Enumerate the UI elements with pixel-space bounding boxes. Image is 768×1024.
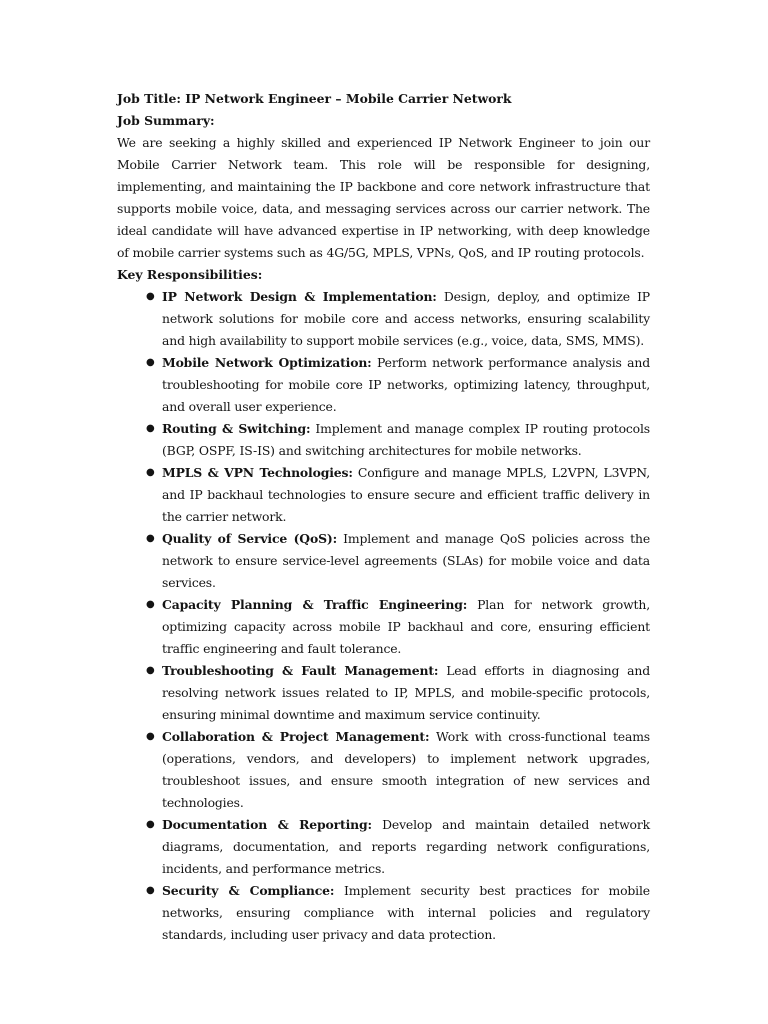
responsibilities-list (117, 286, 650, 946)
responsibility-item (146, 462, 650, 528)
responsibility-title: Collaboration & Project Management: (162, 729, 430, 744)
responsibility-text: Lead efforts in diagnosing and resolving network issues related to IP, MPLS, and mobile-specific protocols, ensuring minimal downtime and maximum service continuity. (162, 663, 650, 722)
responsibility-item (146, 418, 650, 462)
responsibility-text: Work with cross-functional teams (operations, vendors, and developers) to implement network upgrades, troubleshoot issues, and ensure smooth integration of new services and technologies. (162, 729, 650, 810)
responsibility-item (146, 352, 650, 418)
responsibility-item (146, 594, 650, 660)
responsibility-title: Capacity Planning & Traffic Engineering: (162, 597, 468, 612)
bullet-icon: ● (146, 357, 155, 368)
responsibility-title: Security & Compliance: (162, 883, 335, 898)
responsibility-title: Quality of Service (QoS): (162, 531, 338, 546)
bullet-icon: ● (146, 599, 155, 610)
responsibility-item (146, 660, 650, 726)
responsibility-title: Documentation & Reporting: (162, 817, 372, 832)
job-title: Job Title: IP Network Engineer – Mobile Carrier Network (117, 91, 512, 106)
bullet-icon: ● (146, 533, 155, 544)
responsibilities-heading: Key Responsibilities: (117, 267, 263, 282)
responsibility-item (146, 528, 650, 594)
responsibility-text: Perform network performance analysis and troubleshooting for mobile core IP networks, optimizing latency, throughput, and overall user experience. (162, 355, 650, 414)
bullet-icon: ● (146, 885, 155, 896)
responsibility-item (146, 814, 650, 880)
responsibility-title: Mobile Network Optimization: (162, 355, 372, 370)
summary-heading: Job Summary: (117, 113, 215, 128)
responsibility-text: Implement security best practices for mobile networks, ensuring compliance with internal policies and regulatory standards, including user privacy and data protection. (162, 883, 650, 942)
bullet-icon: ● (146, 819, 155, 830)
responsibility-text: Implement and manage complex IP routing protocols (BGP, OSPF, IS-IS) and switching architectures for mobile networks. (162, 421, 650, 458)
responsibility-text: Plan for network growth, optimizing capacity across mobile IP backhaul and core, ensuring efficient traffic engineering and fault tolerance. (162, 597, 651, 656)
bullet-icon: ● (146, 291, 155, 302)
responsibility-title: Troubleshooting & Fault Management: (162, 663, 439, 678)
responsibility-item (146, 880, 650, 946)
responsibility-title: IP Network Design & Implementation: (162, 289, 437, 304)
bullet-icon: ● (146, 665, 155, 676)
bullet-icon: ● (146, 467, 155, 478)
responsibility-text: Implement and manage QoS policies across the network to ensure service-level agreements (SLAs) for mobile voice and data services. (162, 531, 651, 590)
responsibility-text: Develop and maintain detailed network diagrams, documentation, and reports regarding network configurations, incidents, and performance metrics. (162, 817, 650, 876)
responsibility-item (146, 286, 650, 352)
responsibility-title: Routing & Switching: (162, 421, 311, 436)
bullet-icon: ● (146, 423, 155, 434)
bullet-icon: ● (146, 731, 155, 742)
responsibility-title: MPLS & VPN Technologies: (162, 465, 353, 480)
responsibility-item (146, 726, 650, 814)
responsibility-text: Design, deploy, and optimize IP network solutions for mobile core and access networks, ensuring scalability and high availability to support mobile services (e.g., voice, data, SMS, MMS). (162, 289, 650, 348)
responsibility-text: Configure and manage MPLS, L2VPN, L3VPN, and IP backhaul technologies to ensure secure and efficient traffic delivery in the carrier network. (162, 465, 650, 524)
summary-paragraph: We are seeking a highly skilled and experienced IP Network Engineer to join our Mobile Carrier Network team. This role will be responsible for designing, implementing, and maintaining the IP backbone and core network infrastructure that supports mobile voice, data, and messaging services across our carrier network. The ideal candidate will have advanced expertise in IP networking, with deep knowledge of mobile carrier systems such as 4G/5G, MPLS, VPNs, QoS, and IP routing protocols. (117, 135, 650, 260)
